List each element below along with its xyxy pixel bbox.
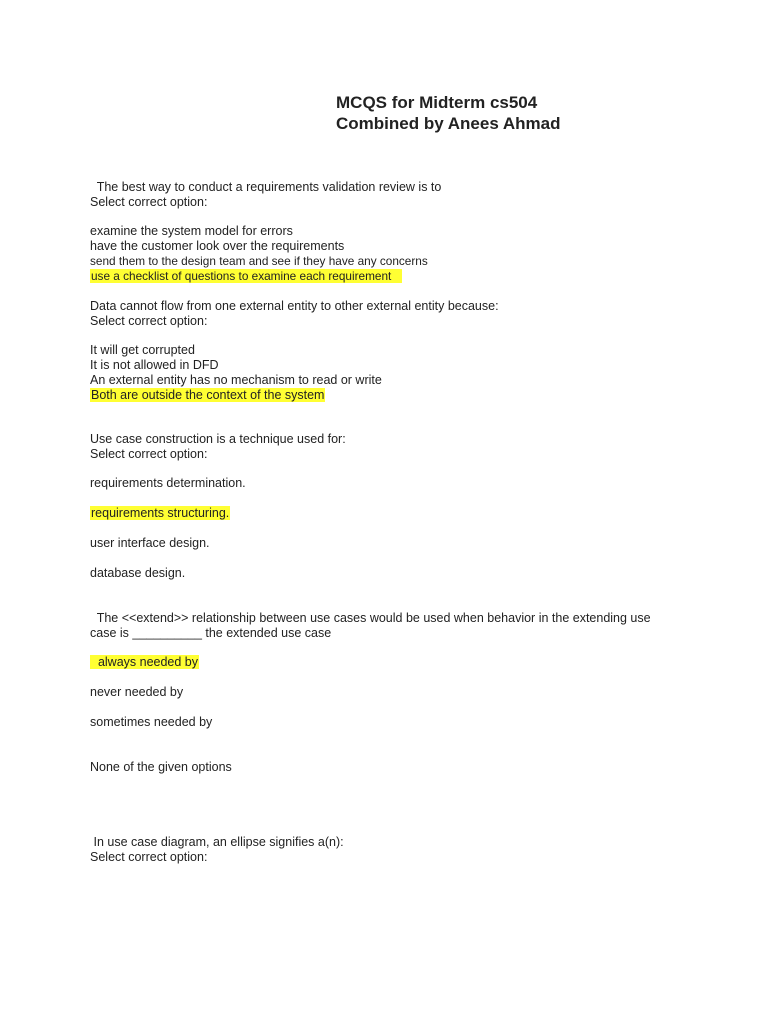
q1-prompt: Select correct option: (90, 195, 208, 209)
q4-option-3: sometimes needed by (90, 715, 213, 729)
q4-option-4: None of the given options (90, 760, 232, 774)
q1-option-2: have the customer look over the requirements (90, 239, 345, 253)
q2-option-3: An external entity has no mechanism to read or write (90, 373, 382, 387)
q3-option-2-answer: requirements structuring. (91, 506, 230, 520)
q3-question: Use case construction is a technique used for: (90, 432, 346, 446)
q3-option-4: database design. (90, 566, 186, 580)
q3-prompt: Select correct option: (90, 447, 208, 461)
q2-prompt: Select correct option: (90, 314, 208, 328)
q2-question: Data cannot flow from one external entity to other external entity because: (90, 299, 499, 313)
q4-option-2: never needed by (90, 685, 184, 699)
q1-option-4-answer: use a checklist of questions to examine each requirement (91, 269, 402, 283)
doc-title-line1: MCQS for Midterm cs504 (336, 93, 538, 112)
doc-title-line2: Combined by Anees Ahmad (336, 114, 561, 133)
q4-option-1-answer: always needed by (91, 655, 199, 669)
q2-option-1: It will get corrupted (90, 343, 195, 357)
q3-option-1: requirements determination. (90, 476, 246, 490)
q4-question-line2: case is __________ the extended use case (90, 626, 332, 640)
q3-option-3: user interface design. (90, 536, 210, 550)
q1-question: The best way to conduct a requirements validation review is to (90, 180, 442, 194)
q5-prompt: Select correct option: (90, 850, 208, 864)
q2-option-4-answer: Both are outside the context of the system (91, 388, 325, 402)
q4-question-line1: The <<extend>> relationship between use cases would be used when behavior in the extending use (90, 611, 651, 625)
q5-question: In use case diagram, an ellipse signifies a(n): (90, 835, 344, 849)
q1-option-1: examine the system model for errors (90, 224, 293, 238)
q1-option-3: send them to the design team and see if they have any concerns (90, 254, 428, 268)
q2-option-2: It is not allowed in DFD (90, 358, 219, 372)
